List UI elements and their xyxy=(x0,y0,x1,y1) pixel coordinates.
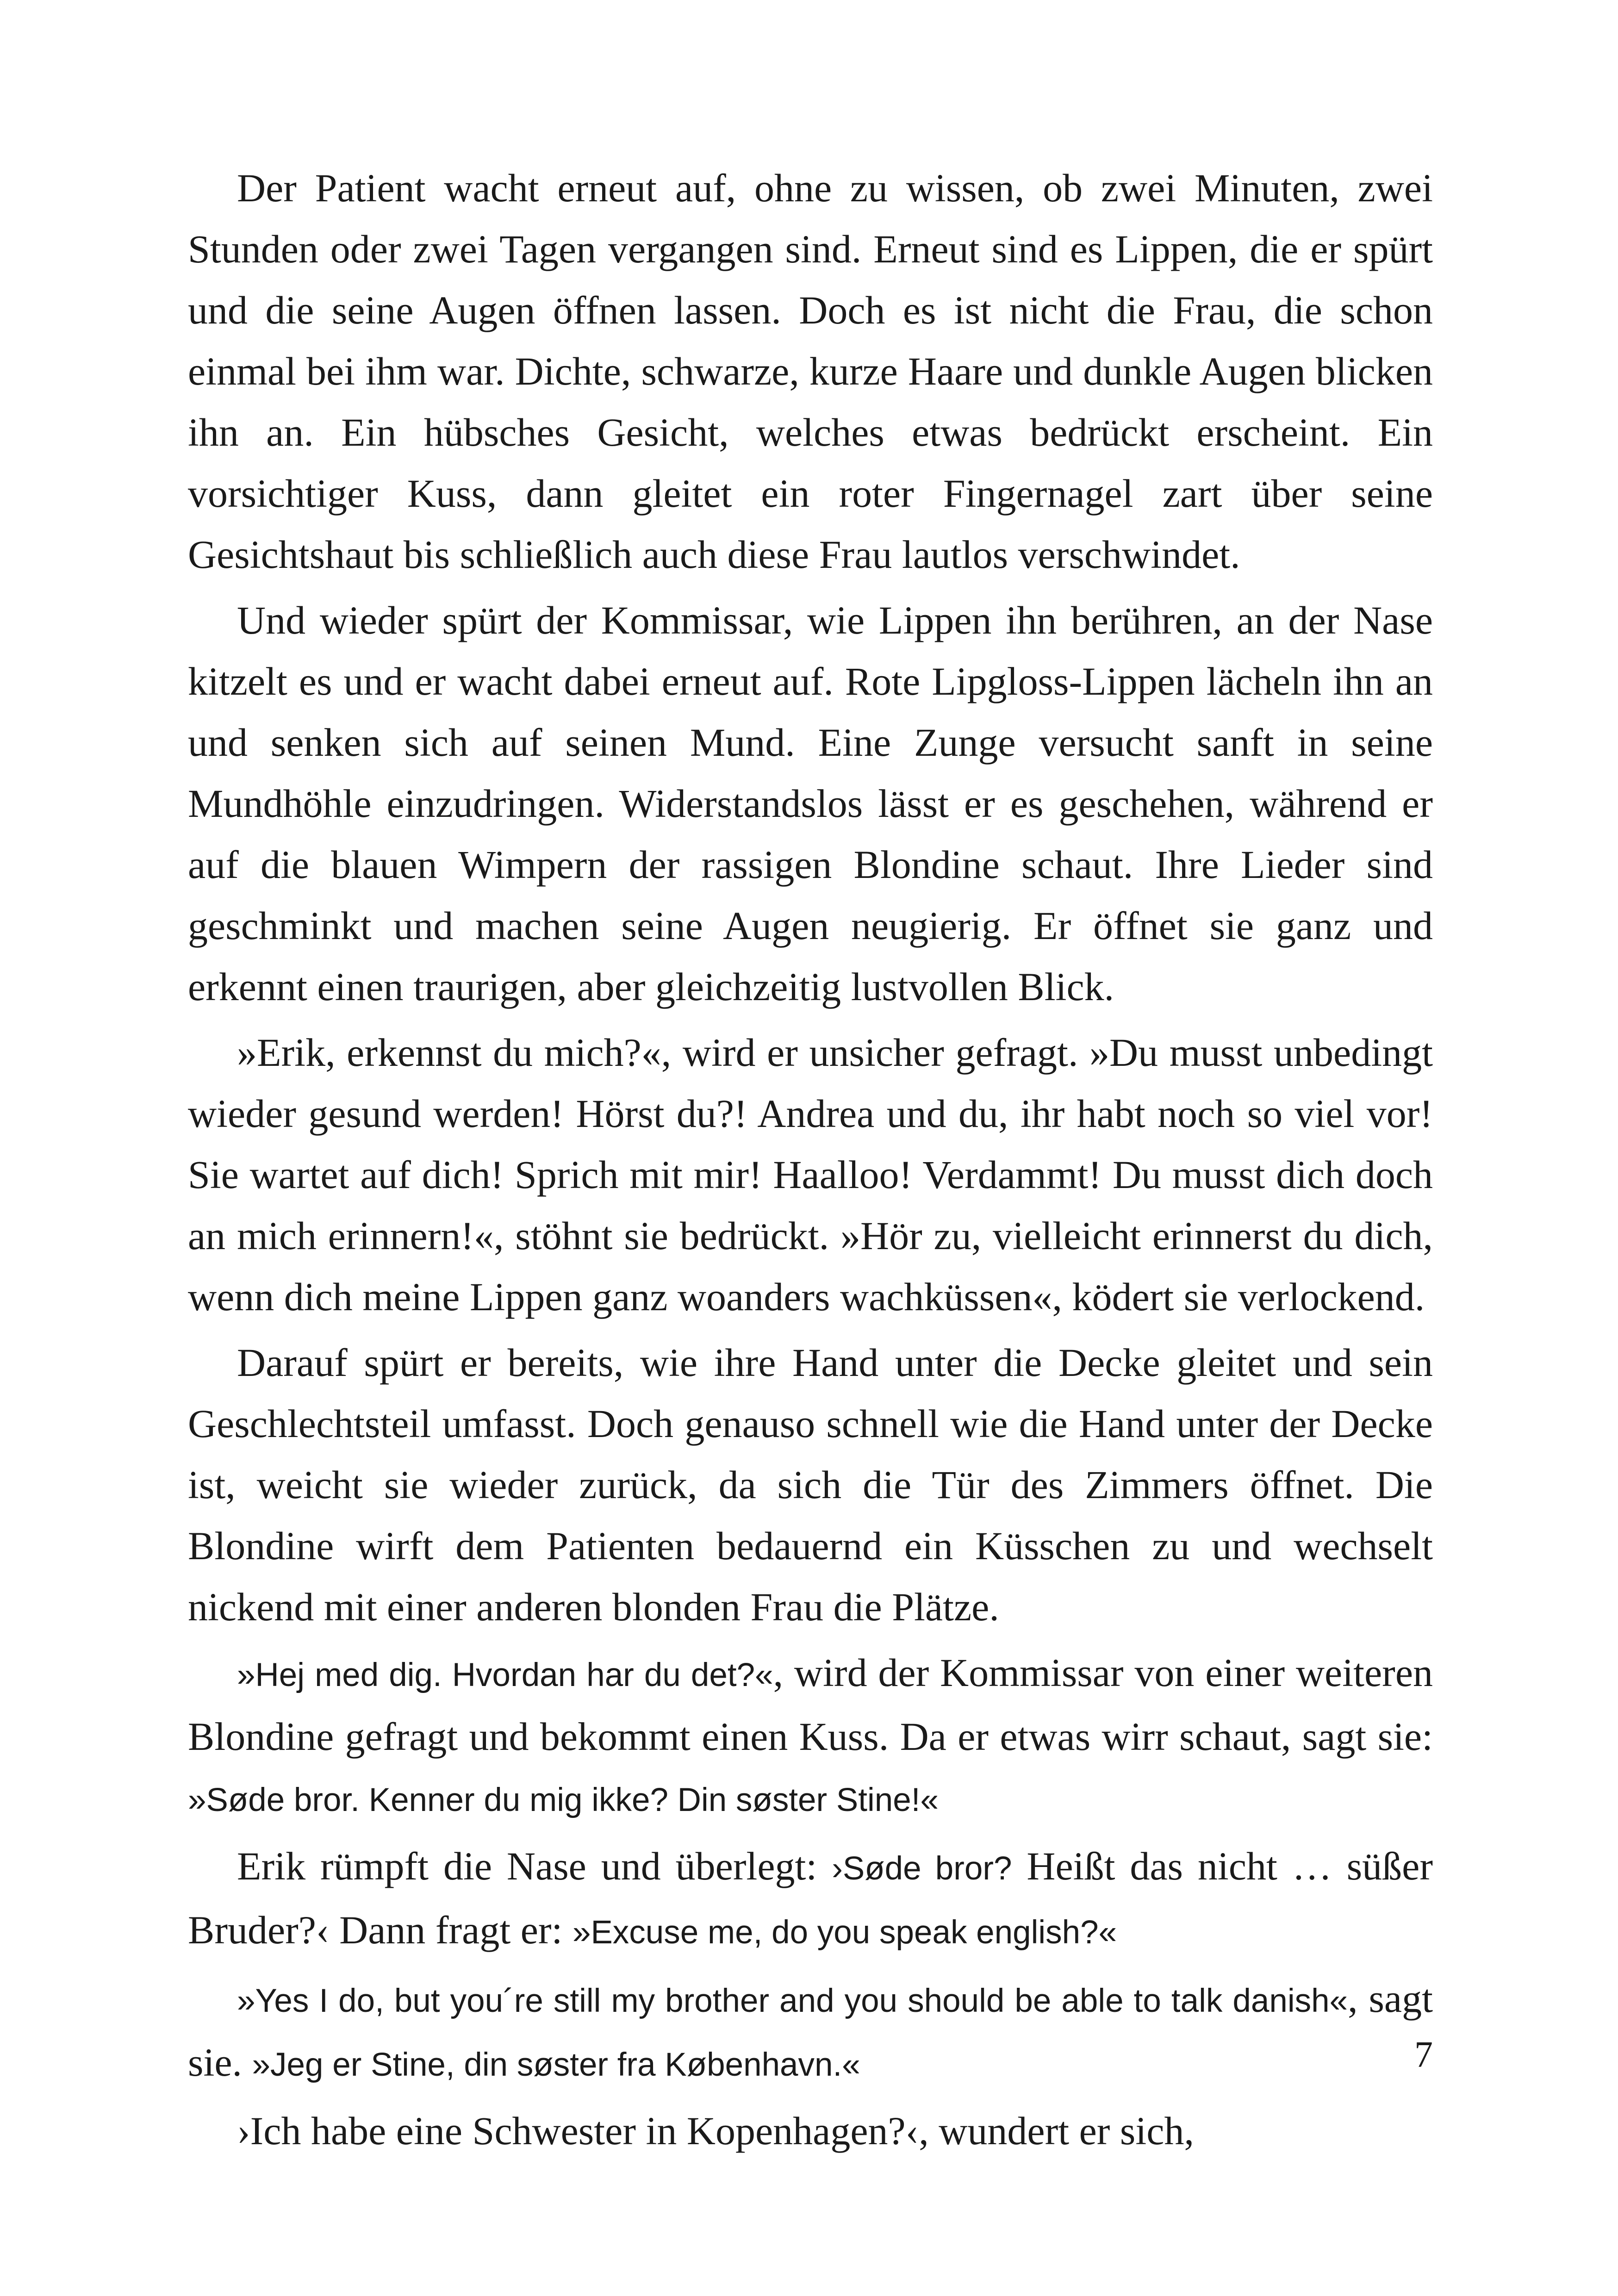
paragraph-7 xyxy=(188,1968,1433,2096)
paragraph-2: Und wieder spürt der Kommissar, wie Lippen ihn berühren, an der Nase kitzelt es und er wacht dabei erneut auf. Rote Lipgloss-Lippen lächeln ihn an und senken sich auf seinen Mund. Eine Zunge versucht sanft in seine Mundhöhle einzudringen. Widerstandslos lässt er es geschehen, während er auf die blauen Wimpern der rassigen Blondine schaut. Ihre Lieder sind geschminkt und machen seine Augen neugierig. Er öffnet sie ganz und erkennt einen traurigen, aber gleichzeitig lustvollen Blick. xyxy=(188,598,1433,1009)
narration: Erik rümpft die Nase und überlegt: xyxy=(237,1844,832,1888)
danish-quote: »Søde bror. Kenner du mig ikke? Din søster Stine!« xyxy=(188,1782,939,1818)
narration: , sagt sie. xyxy=(188,1976,1433,2084)
paragraph-4: Darauf spürt er bereits, wie ihre Hand unter die Decke gleitet und sein Geschlechtsteil umfasst. Doch genauso schnell wie die Hand unter der Decke ist, weicht sie wieder zurück, da sich die Tür des Zimmers öffnet. Die Blondine wirft dem Patienten bedauernd ein Küsschen zu und wechselt nickend mit einer anderen blonden Frau die Plätze. xyxy=(188,1340,1433,1629)
danish-greeting: »Hej med dig. Hvordan har du det?« xyxy=(237,1657,773,1693)
page-number: 7 xyxy=(1414,2035,1433,2075)
paragraph-6 xyxy=(188,1836,1433,1963)
paragraph-1: Der Patient wacht erneut auf, ohne zu wissen, ob zwei Minuten, zwei Stunden oder zwei Tagen vergangen sind. Erneut sind es Lippen, die er spürt und die seine Augen öffnen lassen. Doch es ist nicht die Frau, die schon einmal bei ihm war. Dichte, schwarze, kurze Haare und dunkle Augen blicken ihn an. Ein hübsches Gesicht, welches etwas bedrückt erscheint. Ein vorsichtiger Kuss, dann gleitet ein roter Fingernagel zart über seine Gesichtshaut bis schließlich auch diese Frau lautlos verschwindet. xyxy=(188,166,1433,577)
book-page xyxy=(188,157,1433,2153)
english-reply: »Yes I do, but you´re still my brother and you should be able to talk danish« xyxy=(237,1983,1348,2019)
paragraph-5 xyxy=(188,1642,1433,1831)
danish-reply: »Jeg er Stine, din søster fra København.« xyxy=(252,2047,860,2083)
narration: Heißt das nicht … süßer Bruder?‹ Dann fragt er: xyxy=(188,1844,1433,1952)
narration: , wird der Kommissar von einer weiteren Blondine gefragt und bekommt einen Kuss. Da er etwas wirr schaut, sagt sie: xyxy=(188,1650,1433,1759)
danish-phrase: ›Søde bror? xyxy=(832,1850,1012,1887)
paragraph-3: »Erik, erkennst du mich?«, wird er unsicher gefragt. »Du musst unbedingt wieder gesund werden! Hörst du?! Andrea und du, ihr habt noch so viel vor! Sie wartet auf dich! Sprich mit mir! Haalloo! Verdammt! Du musst dich doch an mich erinnern!«, stöhnt sie bedrückt. »Hör zu, vielleicht erinnerst du dich, wenn dich meine Lippen ganz woanders wachküssen«, ködert sie verlockend. xyxy=(188,1030,1433,1319)
english-question: »Excuse me, do you speak english?« xyxy=(572,1914,1117,1951)
paragraph-8: ›Ich habe eine Schwester in Kopenhagen?‹, wundert er sich, xyxy=(237,2109,1194,2153)
